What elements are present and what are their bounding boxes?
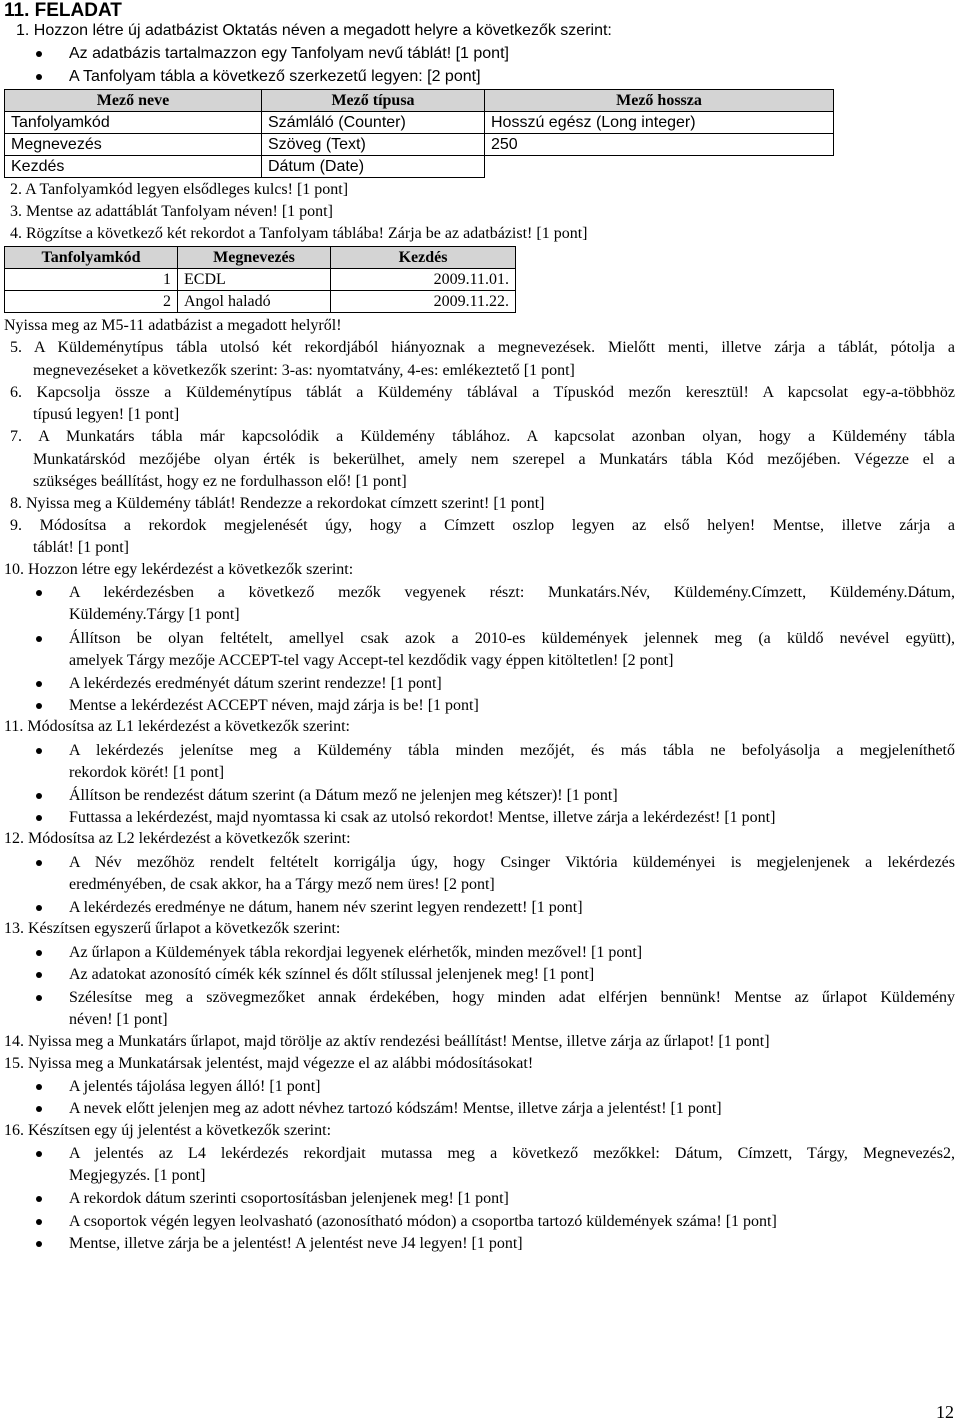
task-1-bullet-1: Az adatbázis tartalmazzon egy Tanfolyam nevű táblát! [1 pont]: [69, 45, 509, 62]
table-cell: 2: [5, 291, 178, 313]
bullet-icon: [36, 1084, 42, 1090]
table-cell: [485, 156, 834, 178]
bullet-icon: [36, 681, 42, 687]
table-header-cell: Megnevezés: [178, 247, 331, 269]
task-12-bullet-1-line-1: A Név mezőhöz rendelt feltételt korrigálja úgy, hogy Csinger Viktória küldeményei is megjelenjenek a lekérdezés: [69, 854, 955, 871]
bullet-icon: [36, 74, 42, 80]
task-14: 14. Nyissa meg a Munkatárs űrlapot, majd törölje az aktív rendezési beállítást! Mentse, illetve zárja az űrlapot! [1 pont]: [4, 1033, 770, 1050]
table-row: [5, 134, 834, 156]
table-header-row: [5, 247, 516, 269]
records-table: [4, 246, 516, 313]
table-header-cell: Tanfolyamkód: [5, 247, 178, 269]
task-7-line-1: 7. A Munkatárs tábla már kapcsolódik a Küldemény táblához. A kapcsolat azonban olyan, hogy a Küldemény tábla: [10, 428, 955, 445]
bullet-icon: [36, 1219, 42, 1225]
task-1-bullet-2: A Tanfolyam tábla a következő szerkezetű legyen: [2 pont]: [69, 68, 481, 85]
task-6-line-1: 6. Kapcsolja össze a Küldeménytípus táblát a Küldemény táblával a Típuskód mezőn keresztül! A kapcsolat egy-a-többhöz: [10, 384, 955, 401]
task-5-line-2: megnevezéseket a következők szerint: 3-as: nyomtatvány, 4-es: emlékeztető [1 pont]: [33, 362, 575, 379]
table-header-cell: Mező neve: [5, 90, 262, 112]
task-9-line-1: 9. Módosítsa a rekordok megjelenését úgy, hogy a Címzett oszlop legyen az első helyen! Mentse, illetve zárja a: [10, 517, 955, 534]
task-16-bullet-1-line-2: Megjegyzés. [1 pont]: [69, 1167, 206, 1184]
task-12-bullet-1-line-2: eredményében, de csak akkor, ha a Tárgy mező nem üres! [2 pont]: [69, 876, 495, 893]
table-header-cell: Kezdés: [331, 247, 516, 269]
task-6-line-2: típusú legyen! [1 pont]: [33, 406, 180, 423]
task-13-bullet-2: Az adatokat azonosító címék kék színnel és dőlt stílussal jelenjenek meg! [1 pont]: [69, 966, 595, 983]
task-13-bullet-3-line-2: néven! [1 pont]: [69, 1011, 168, 1028]
bullet-icon: [36, 860, 42, 866]
task-13: 13. Készítsen egyszerű űrlapot a következők szerint:: [4, 920, 341, 937]
task-16-bullet-4: Mentse, illetve zárja be a jelentést! A jelentést neve J4 legyen! [1 pont]: [69, 1235, 523, 1252]
task-16-bullet-1-line-1: A jelentés az L4 lekérdezés rekordjait mutassa meg a következő mezőkkel: Dátum, Címzett, Tárgy, Megnevezés2,: [69, 1145, 955, 1162]
task-10-bullet-1-line-2: Küldemény.Tárgy [1 pont]: [69, 606, 240, 623]
bullet-icon: [36, 1241, 42, 1247]
task-10-bullet-2-line-2: amelyek Tárgy mezője ACCEPT-tel vagy Accept-tel kezdődik vagy éppen kitöltetlen! [2 pont]: [69, 652, 674, 669]
task-16-bullet-3: A csoportok végén legyen leolvasható (azonosítható módon) a csoportba tartozó küldemények száma! [1 pont]: [69, 1213, 777, 1230]
table-cell: Tanfolyamkód: [5, 112, 262, 134]
table-cell: Angol haladó: [178, 291, 331, 313]
task-2: 2. A Tanfolyamkód legyen elsődleges kulcs! [1 pont]: [10, 181, 349, 198]
task-4: 4. Rögzítse a következő két rekordot a Tanfolyam táblába! Zárja be az adatbázist! [1 pont]: [10, 225, 588, 242]
task-10-bullet-2-line-1: Állítson be olyan feltételt, amellyel csak azok a 2010-es küldemények jelennek meg (a küldő nevével együtt),: [69, 630, 955, 647]
task-11: 11. Módosítsa az L1 lekérdezést a következők szerint:: [4, 718, 350, 735]
task-11-bullet-1-line-1: A lekérdezés jelenítse meg a Küldemény tábla minden mezőjét, és más tábla ne befolyásolja a megjeleníthető: [69, 742, 955, 759]
table-row: [5, 269, 516, 291]
task-5-line-1: 5. A Küldeménytípus tábla utolsó két rekordjából hiányoznak a megnevezések. Mielőtt menti, illetve zárja a táblát, pótolja a: [10, 339, 955, 356]
table-cell: Számláló (Counter): [262, 112, 485, 134]
task-3: 3. Mentse az adattáblát Tanfolyam néven! [1 pont]: [10, 203, 333, 220]
task-12-bullet-2: A lekérdezés eredménye ne dátum, hanem név szerint legyen rendezett! [1 pont]: [69, 899, 583, 916]
bullet-icon: [36, 1106, 42, 1112]
table-cell: Szöveg (Text): [262, 134, 485, 156]
table-cell: Dátum (Date): [262, 156, 485, 178]
task-15-bullet-2: A nevek előtt jelenjen meg az adott névhez tartozó kódszám! Mentse, illetve zárja a jelentést! [1 pont]: [69, 1100, 722, 1117]
task-11-bullet-1-line-2: rekordok körét! [1 pont]: [69, 764, 225, 781]
table-row: [5, 156, 834, 178]
task-8: 8. Nyissa meg a Küldemény táblát! Rendezze a rekordokat címzett szerint! [1 pont]: [10, 495, 545, 512]
task-15: 15. Nyissa meg a Munkatársak jelentést, majd végezze el az alábbi módosításokat!: [4, 1055, 534, 1072]
task-13-bullet-3-line-1: Szélesítse meg a szövegmezőket annak érdekében, hogy minden adat elférjen bennünk! Mentse az űrlapot Küldemény: [69, 989, 955, 1006]
bullet-icon: [36, 636, 42, 642]
task-16: 16. Készítsen egy új jelentést a következők szerint:: [4, 1122, 332, 1139]
task-11-bullet-3: Futtassa a lekérdezést, majd nyomtassa ki csak az utolsó rekordot! Mentse, illetve zárja a lekérdezést! [1 pont]: [69, 809, 776, 826]
bullet-icon: [36, 793, 42, 799]
table-cell: Megnevezés: [5, 134, 262, 156]
table-row: [5, 112, 834, 134]
table-cell: 2009.11.22.: [331, 291, 516, 313]
task-1: 1. Hozzon létre új adatbázist Oktatás néven a megadott helyre a következők szerint:: [16, 22, 612, 39]
task-10-bullet-3: A lekérdezés eredményét dátum szerint rendezze! [1 pont]: [69, 675, 442, 692]
field-structure-table: [4, 89, 834, 178]
table-cell: 250: [485, 134, 834, 156]
bullet-icon: [36, 590, 42, 596]
table-cell: 1: [5, 269, 178, 291]
bullet-icon: [36, 51, 42, 57]
open-database-instruction: Nyissa meg az M5-11 adatbázist a megadott helyről!: [4, 317, 342, 334]
bullet-icon: [36, 1196, 42, 1202]
table-header-row: [5, 90, 834, 112]
bullet-icon: [36, 1151, 42, 1157]
table-header-cell: Mező hossza: [485, 90, 834, 112]
page-title: 11. FELADAT: [4, 0, 122, 21]
bullet-icon: [36, 995, 42, 1001]
task-10-bullet-4: Mentse a lekérdezést ACCEPT néven, majd zárja is be! [1 pont]: [69, 697, 479, 714]
page-number: 12: [936, 1402, 954, 1422]
bullet-icon: [36, 703, 42, 709]
task-11-bullet-2: Állítson be rendezést dátum szerint (a Dátum mező ne jelenjen meg kétszer)! [1 pont]: [69, 787, 618, 804]
task-10-bullet-1-line-1: A lekérdezésben a következő mezők vegyenek részt: Munkatárs.Név, Küldemény.Címzett, Küldemény.Dátum,: [69, 584, 955, 601]
bullet-icon: [36, 950, 42, 956]
table-row: [5, 291, 516, 313]
task-10: 10. Hozzon létre egy lekérdezést a következők szerint:: [4, 561, 354, 578]
task-9-line-2: táblát! [1 pont]: [33, 539, 129, 556]
table-cell: Hosszú egész (Long integer): [485, 112, 834, 134]
bullet-icon: [36, 815, 42, 821]
bullet-icon: [36, 905, 42, 911]
task-7-line-3: szükséges beállítást, hogy ez ne fordulhasson elő! [1 pont]: [33, 473, 407, 490]
task-12: 12. Módosítsa az L2 lekérdezést a következők szerint:: [4, 830, 351, 847]
task-13-bullet-1: Az űrlapon a Küldemények tábla rekordjai legyenek elérhetők, minden mezővel! [1 pont]: [69, 944, 643, 961]
bullet-icon: [36, 748, 42, 754]
table-cell: Kezdés: [5, 156, 262, 178]
task-7-line-2: Munkatárskód mezőjébe olyan érték is bekerülhet, amely nem szerepel a Munkatárs tábla Kód mezőjében. Végezze el a: [33, 451, 955, 468]
table-cell: ECDL: [178, 269, 331, 291]
table-header-cell: Mező típusa: [262, 90, 485, 112]
task-16-bullet-2: A rekordok dátum szerinti csoportosításban jelenjenek meg! [1 pont]: [69, 1190, 509, 1207]
bullet-icon: [36, 972, 42, 978]
task-15-bullet-1: A jelentés tájolása legyen álló! [1 pont]: [69, 1078, 321, 1095]
table-cell: 2009.11.01.: [331, 269, 516, 291]
